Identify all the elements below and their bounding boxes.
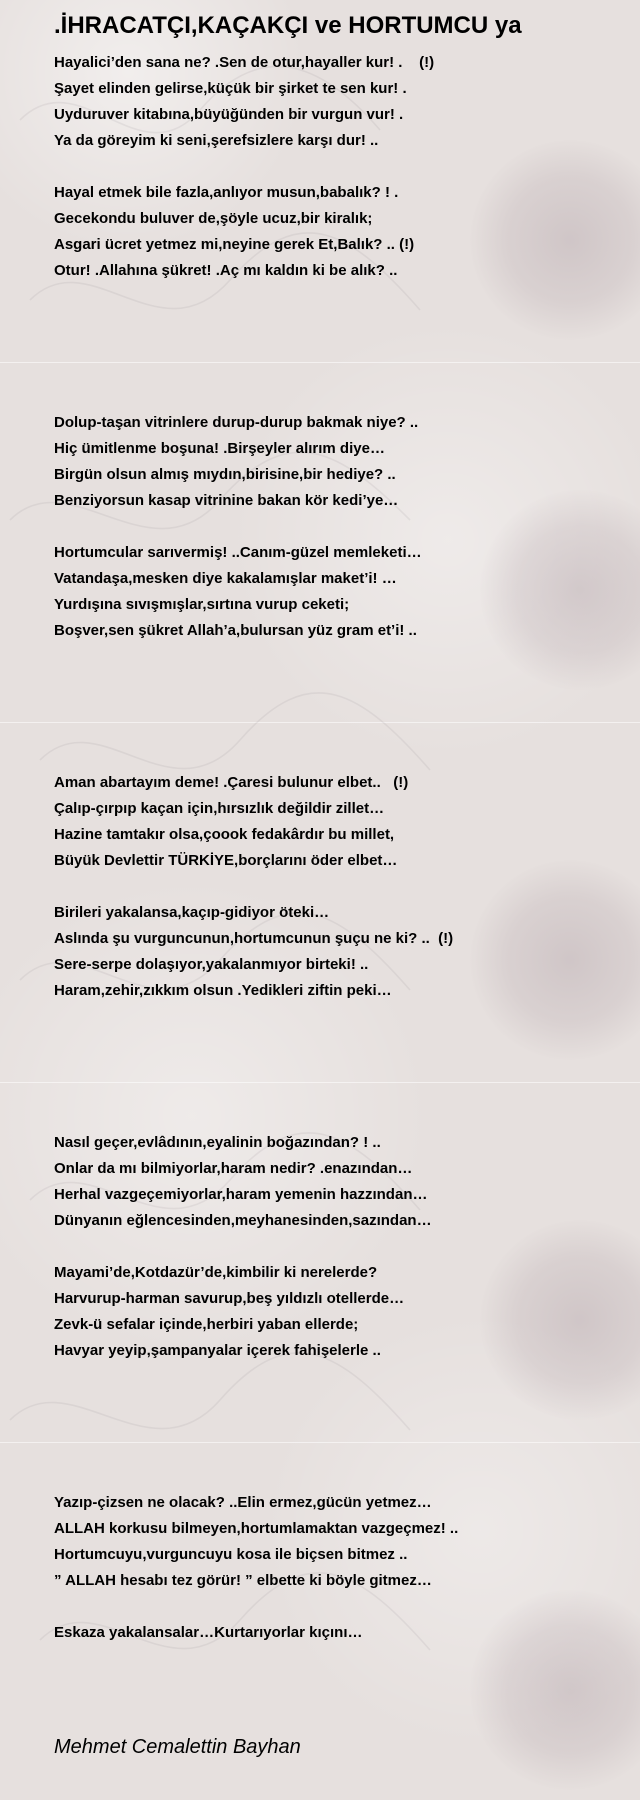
poem-line: Dünyanın eğlencesinden,meyhanesinden,sazından… [54,1212,432,1229]
poem-line: ALLAH korkusu bilmeyen,hortumlamaktan vazgeçmez! .. [54,1520,459,1537]
poem-line: Sere-serpe dolaşıyor,yakalanmıyor birteki! .. [54,956,369,973]
poem-line: Hortumcular sarıvermiş! ..Canım-güzel memleketi… [54,544,422,561]
poem-line: Ya da göreyim ki seni,şerefsizlere karşı dur! .. [54,132,379,149]
poem-title: .İHRACATÇI,KAÇAKÇI ve HORTUMCU ya [54,12,522,39]
poem-line: Harvurup-harman savurup,beş yıldızlı otellerde… [54,1290,405,1307]
poem-line: Aman abartayım deme! .Çaresi bulunur elbet.. (!) [54,774,409,791]
stanza-2 [54,180,414,284]
poem-line: Uyduruver kitabına,büyüğünden bir vurgun vur! . [54,106,404,123]
poem-line: Herhal vazgeçemiyorlar,haram yemenin hazzından… [54,1186,428,1203]
poem-line: Dolup-taşan vitrinlere durup-durup bakmak niye? .. [54,414,419,431]
poem-line: Asgari ücret yetmez mi,neyine gerek Et,Balık? .. (!) [54,236,415,253]
poem-line: Havyar yeyip,şampanyalar içerek fahişelerle .. [54,1342,381,1359]
poem-line: Hazine tamtakır olsa,çoook fedakârdır bu millet, [54,826,395,843]
stanza-1 [54,50,434,154]
stanza-7 [54,1130,432,1234]
poem-line: Hayalici’den sana ne? .Sen de otur,hayaller kur! . (!) [54,54,435,71]
poem-line: Birgün olsun almış mıydın,birisine,bir hediye? .. [54,466,396,483]
poem-line: Boşver,sen şükret Allah’a,bulursan yüz gram et’i! .. [54,622,417,639]
poem-line: Yurdışına sıvışmışlar,sırtına vurup ceketi; [54,596,350,613]
stanza-3 [54,410,418,514]
poem-line: Eskaza yakalansalar…Kurtarıyorlar kıçını… [54,1624,363,1641]
poem-line: Vatandaşa,mesken diye kakalamışlar maket’i! … [54,570,397,587]
poem-line: Yazıp-çizsen ne olacak? ..Elin ermez,gücün yetmez… [54,1494,432,1511]
poem-line: Büyük Devlettir TÜRKİYE,borçlarını öder elbet… [54,852,398,869]
stanza-9 [54,1490,458,1594]
stanza-10 [54,1620,363,1646]
poem-line: Hortumcuyu,vurguncuyu kosa ile biçsen bitmez .. [54,1546,408,1563]
poem-line: Aslında şu vurguncunun,hortumcunun şuçu ne ki? .. (!) [54,930,454,947]
poem-line: ” ALLAH hesabı tez görür! ” elbette ki böyle gitmez… [54,1572,432,1589]
poem-line: Birileri yakalansa,kaçıp-gidiyor öteki… [54,904,330,921]
poem-line: Benziyorsun kasap vitrinine bakan kör kedi’ye… [54,492,399,509]
poem-line: Hayal etmek bile fazla,anlıyor musun,babalık? ! . [54,184,399,201]
stanza-4 [54,540,422,644]
poem-line: Zevk-ü sefalar içinde,herbiri yaban ellerde; [54,1316,359,1333]
stanza-8 [54,1260,404,1364]
stanza-5 [54,770,408,874]
stanza-6 [54,900,453,1004]
poem-line: Otur! .Allahına şükret! .Aç mı kaldın ki be alık? .. [54,262,398,279]
poem-line: Haram,zehir,zıkkım olsun .Yedikleri ziftin peki… [54,982,392,999]
poem-line: Çalıp-çırpıp kaçan için,hırsızlık değildir zillet… [54,800,385,817]
poem-line: Nasıl geçer,evlâdının,eyalinin boğazından? ! .. [54,1134,381,1151]
poem-line: Şayet elinden gelirse,küçük bir şirket te sen kur! . [54,80,407,97]
poem-line: Mayami’de,Kotdazür’de,kimbilir ki nerelerde? [54,1264,378,1281]
poem-line: Gecekondu buluver de,şöyle ucuz,bir kiralık; [54,210,373,227]
author-name: Mehmet Cemalettin Bayhan [54,1736,301,1758]
poem-line: Hiç ümitlenme boşuna! .Birşeyler alırım diye… [54,440,385,457]
poem-line: Onlar da mı bilmiyorlar,haram nedir? .enazından… [54,1160,413,1177]
